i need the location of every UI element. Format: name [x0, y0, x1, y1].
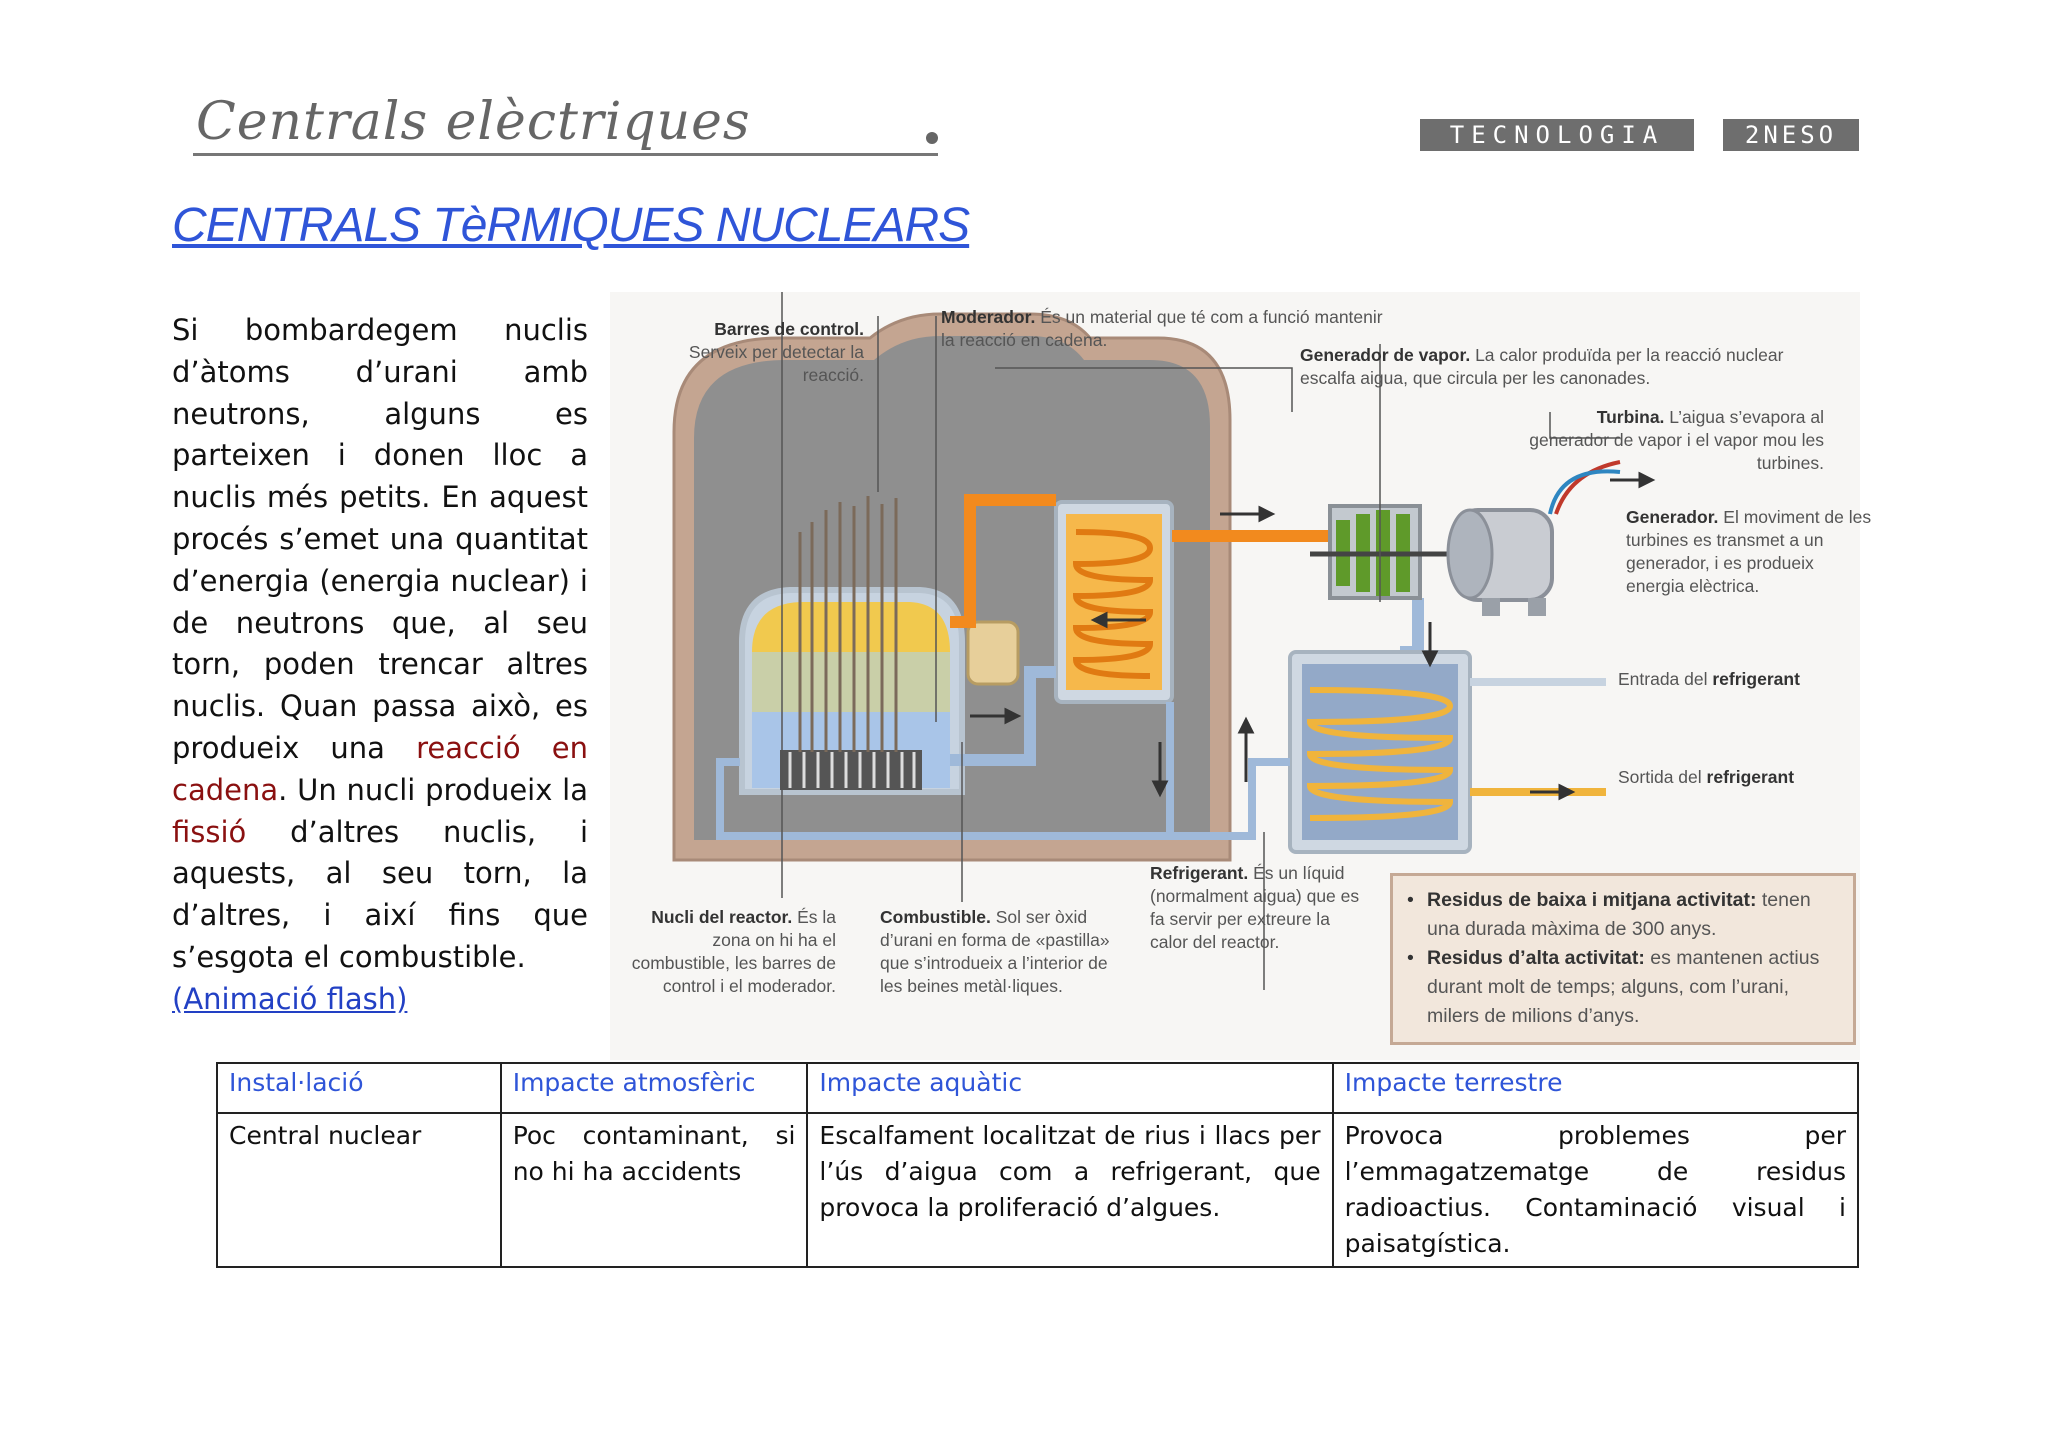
caption-refrigerant [1150, 862, 1366, 954]
waste-item [1407, 886, 1839, 944]
caption-title: Nucli del reactor. [651, 907, 793, 927]
caption-text: Entrada del [1618, 669, 1713, 689]
term-fission: fissió [172, 814, 247, 849]
intro-text: Si bombardegem nuclis d’àtoms d’urani amb neutrons, alguns es parteixen i donen lloc a nuclis més petits. En aquest procés s’emet una quantitat d’energia (energia nuclear) i de neutrons que, al seu torn, poden trencar altres nuclis. Quan passa això, es produeix una [172, 313, 588, 765]
intro-text: . Un nucli produeix la [278, 772, 588, 807]
caption-text: Sortida del [1618, 767, 1707, 787]
caption-sortida-refrigerant [1618, 766, 1878, 789]
term-chain-reaction: reacció en cadena [172, 730, 588, 807]
waste-item [1407, 944, 1839, 1031]
caption-bold: refrigerant [1712, 669, 1800, 689]
caption-title: Combustible. [880, 907, 991, 927]
flash-animation-link[interactable]: (Animació flash) [172, 981, 408, 1016]
fuel-assembly [780, 750, 922, 790]
table-cell: Provoca problemes per l’emmagatzematge de residus radioactius. Contaminació visual i paisatgística. [1333, 1113, 1858, 1267]
caption-turbina [1524, 406, 1824, 475]
impact-table [216, 1062, 1859, 1268]
table-row [217, 1113, 1858, 1267]
intro-paragraph [172, 310, 588, 1021]
page-title: Centrals elèctriques [196, 92, 751, 152]
caption-text: La calor produïda per la reacció nuclear escalfa aigua, que circula per les canonades. [1300, 345, 1784, 388]
column-header: Instal·lació [217, 1063, 501, 1113]
column-header: Impacte terrestre [1333, 1063, 1858, 1113]
waste-text: es mantenen actius durant molt de temps; alguns, com l’urani, milers de milions d’anys. [1427, 947, 1820, 1027]
caption-title: Turbina. [1596, 407, 1665, 427]
waste-title: Residus d’alta activitat: [1427, 947, 1645, 969]
caption-text: Sol ser òxid d’urani en forma de «pastilla» que s’introdueix a l’interior de les beines metàl·liques. [880, 907, 1110, 996]
caption-title: Generador de vapor. [1300, 345, 1471, 365]
pressurizer [968, 622, 1018, 684]
caption-bold: refrigerant [1706, 767, 1795, 787]
intro-text: d’altres nuclis, i aquests, al seu torn, la d’altres, i així fins que s’esgota el combustible. [172, 814, 588, 974]
caption-text: És la zona on hi ha el combustible, les barres de control i el moderador. [631, 907, 836, 996]
caption-generador [1626, 506, 1874, 598]
caption-text: L’aigua s’evapora al generador de vapor i el vapor mou les turbines. [1529, 407, 1824, 473]
caption-title: Refrigerant. [1150, 863, 1249, 883]
radioactive-waste-box [1390, 873, 1856, 1045]
section-title: CENTRALS TèRMIQUES NUCLEARS [172, 199, 970, 252]
waste-text: tenen una durada màxima de 300 anys. [1427, 889, 1811, 940]
caption-text: El moviment de les turbines es transmet a un generador, i es produeix energia elèctrica. [1626, 507, 1872, 596]
caption-title: Generador. [1626, 507, 1719, 527]
caption-barres-control [672, 318, 864, 387]
caption-text: És un líquid (normalment aigua) que es fa servir per extreure la calor del reactor. [1150, 863, 1360, 952]
table-cell: Poc contaminant, si no hi ha accidents [501, 1113, 808, 1267]
caption-text: És un material que té com a funció mantenir la reacció en cadena. [941, 307, 1383, 350]
table-cell: Escalfament localitzat de rius i llacs per l’ús d’aigua com a refrigerant, que provoca la proliferació d’algues. [807, 1113, 1332, 1267]
caption-generador-vapor [1300, 344, 1800, 390]
table-cell: Central nuclear [217, 1113, 501, 1267]
column-header: Impacte atmosfèric [501, 1063, 808, 1113]
caption-title: Barres de control. [714, 319, 864, 339]
table-header-row [217, 1063, 1858, 1113]
bullet-icon: • [1407, 947, 1414, 969]
waste-title: Residus de baixa i mitjana activitat: [1427, 889, 1757, 911]
subject-badge: TECNOLOGIA [1420, 119, 1694, 151]
title-underline [193, 153, 938, 156]
caption-text: Serveix per detectar la reacció. [688, 342, 864, 385]
bullet-icon: • [1407, 889, 1414, 911]
column-header: Impacte aquàtic [807, 1063, 1332, 1113]
title-dot [926, 132, 938, 144]
caption-title: Moderador. [941, 307, 1036, 327]
caption-nucli-reactor [612, 906, 836, 998]
level-badge: 2NESO [1723, 119, 1859, 151]
caption-entrada-refrigerant [1618, 668, 1878, 691]
caption-combustible [880, 906, 1130, 998]
